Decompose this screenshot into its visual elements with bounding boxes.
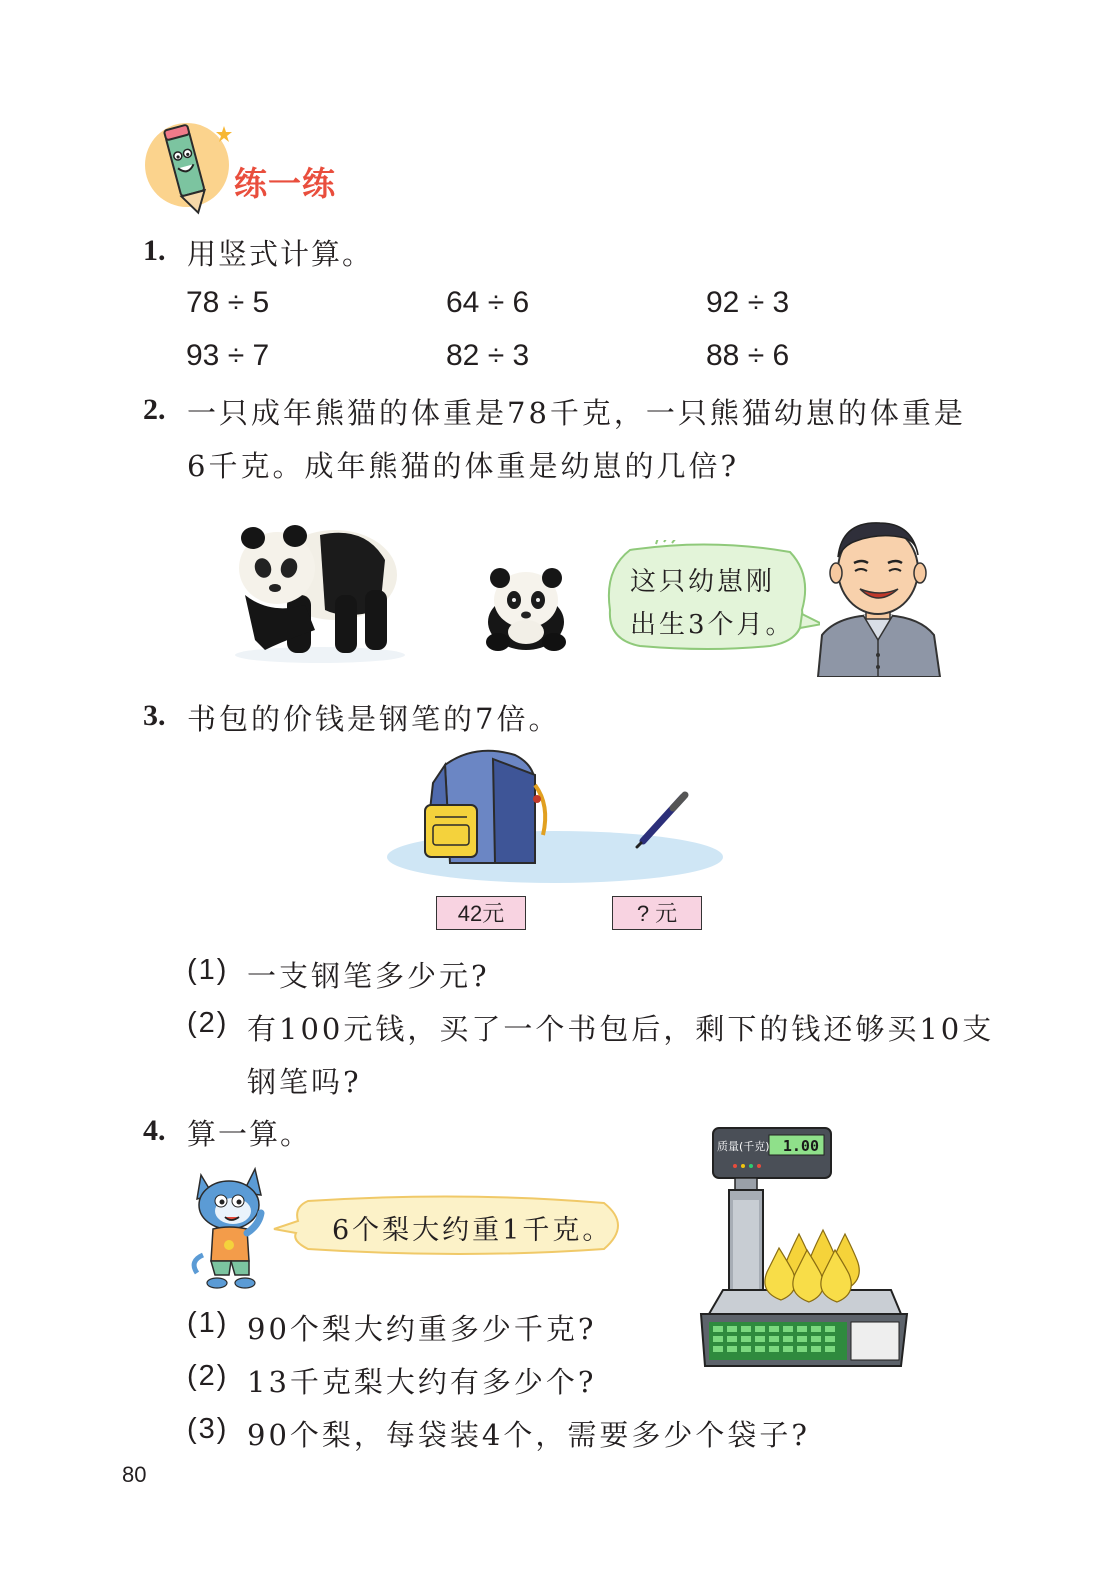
- q4-sub1-label: (1): [187, 1307, 229, 1339]
- price-box-pen: [612, 896, 702, 930]
- pencil-mascot-icon: [140, 122, 240, 217]
- q3-sub2-line-2: 钢笔吗?: [247, 1065, 362, 1099]
- q3-sub2-line-1: 有100元钱，买了一个书包后，剩下的钱还够买10支: [247, 1012, 995, 1046]
- backpack-and-pen-image: [385, 745, 725, 885]
- question-2-line-2: 6千克。成年熊猫的体重是幼崽的几倍?: [187, 449, 739, 483]
- page-number: 80: [122, 1462, 147, 1487]
- q4-sub1-text: 90个梨大约重多少千克?: [247, 1312, 597, 1346]
- cat-mascot-icon: [183, 1165, 273, 1290]
- q4-sub3-text: 90个梨，每袋装4个，需要多少个袋子?: [247, 1418, 810, 1452]
- scale-reading: 1.00: [782, 1137, 819, 1155]
- question-4-text: 算一算。: [187, 1117, 312, 1151]
- expr-1: 78 ÷ 5: [186, 286, 270, 319]
- adult-panda-image: [225, 500, 405, 665]
- question-4-number: 4.: [143, 1114, 166, 1147]
- q3-sub1-text: 一支钢笔多少元?: [247, 959, 490, 993]
- baby-panda-image: [478, 560, 573, 655]
- pears-icon: [765, 1230, 859, 1302]
- q4-sub2-label: (2): [187, 1360, 229, 1392]
- q3-sub1-label: (1): [187, 954, 229, 986]
- expr-6: 88 ÷ 6: [706, 339, 790, 372]
- price-box-bag: [436, 896, 526, 930]
- bubble-q2-line-2: 出生3个月。: [630, 610, 795, 640]
- expr-4: 93 ÷ 7: [186, 339, 270, 372]
- question-1-text: 用竖式计算。: [187, 237, 374, 271]
- q3-sub2-label: (2): [187, 1007, 229, 1039]
- backpack-icon: [425, 751, 545, 863]
- scale-image: [695, 1122, 910, 1374]
- question-3-text: 书包的价钱是钢笔的7倍。: [187, 702, 561, 736]
- question-2-line-1: 一只成年熊猫的体重是78千克，一只熊猫幼崽的体重是: [187, 396, 966, 430]
- section-title: 练一练: [234, 164, 336, 203]
- bubble-q2-line-1: 这只幼崽刚: [630, 567, 776, 597]
- question-2-number: 2.: [143, 393, 166, 426]
- expr-5: 82 ÷ 3: [446, 339, 530, 372]
- q4-sub2-text: 13千克梨大约有多少个?: [247, 1365, 597, 1399]
- price-pen-text: ? 元: [636, 901, 678, 926]
- expr-2: 64 ÷ 6: [446, 286, 530, 319]
- price-bag-text: 42元: [457, 901, 505, 926]
- question-1-number: 1.: [143, 234, 166, 267]
- bubble-q4-text: 6个梨大约重1千克。: [332, 1215, 613, 1246]
- question-3-number: 3.: [143, 699, 166, 732]
- scale-label: 质量(千克): [717, 1140, 770, 1153]
- expr-3: 92 ÷ 3: [706, 286, 790, 319]
- q4-sub3-label: (3): [187, 1413, 229, 1445]
- man-illustration: [808, 515, 948, 677]
